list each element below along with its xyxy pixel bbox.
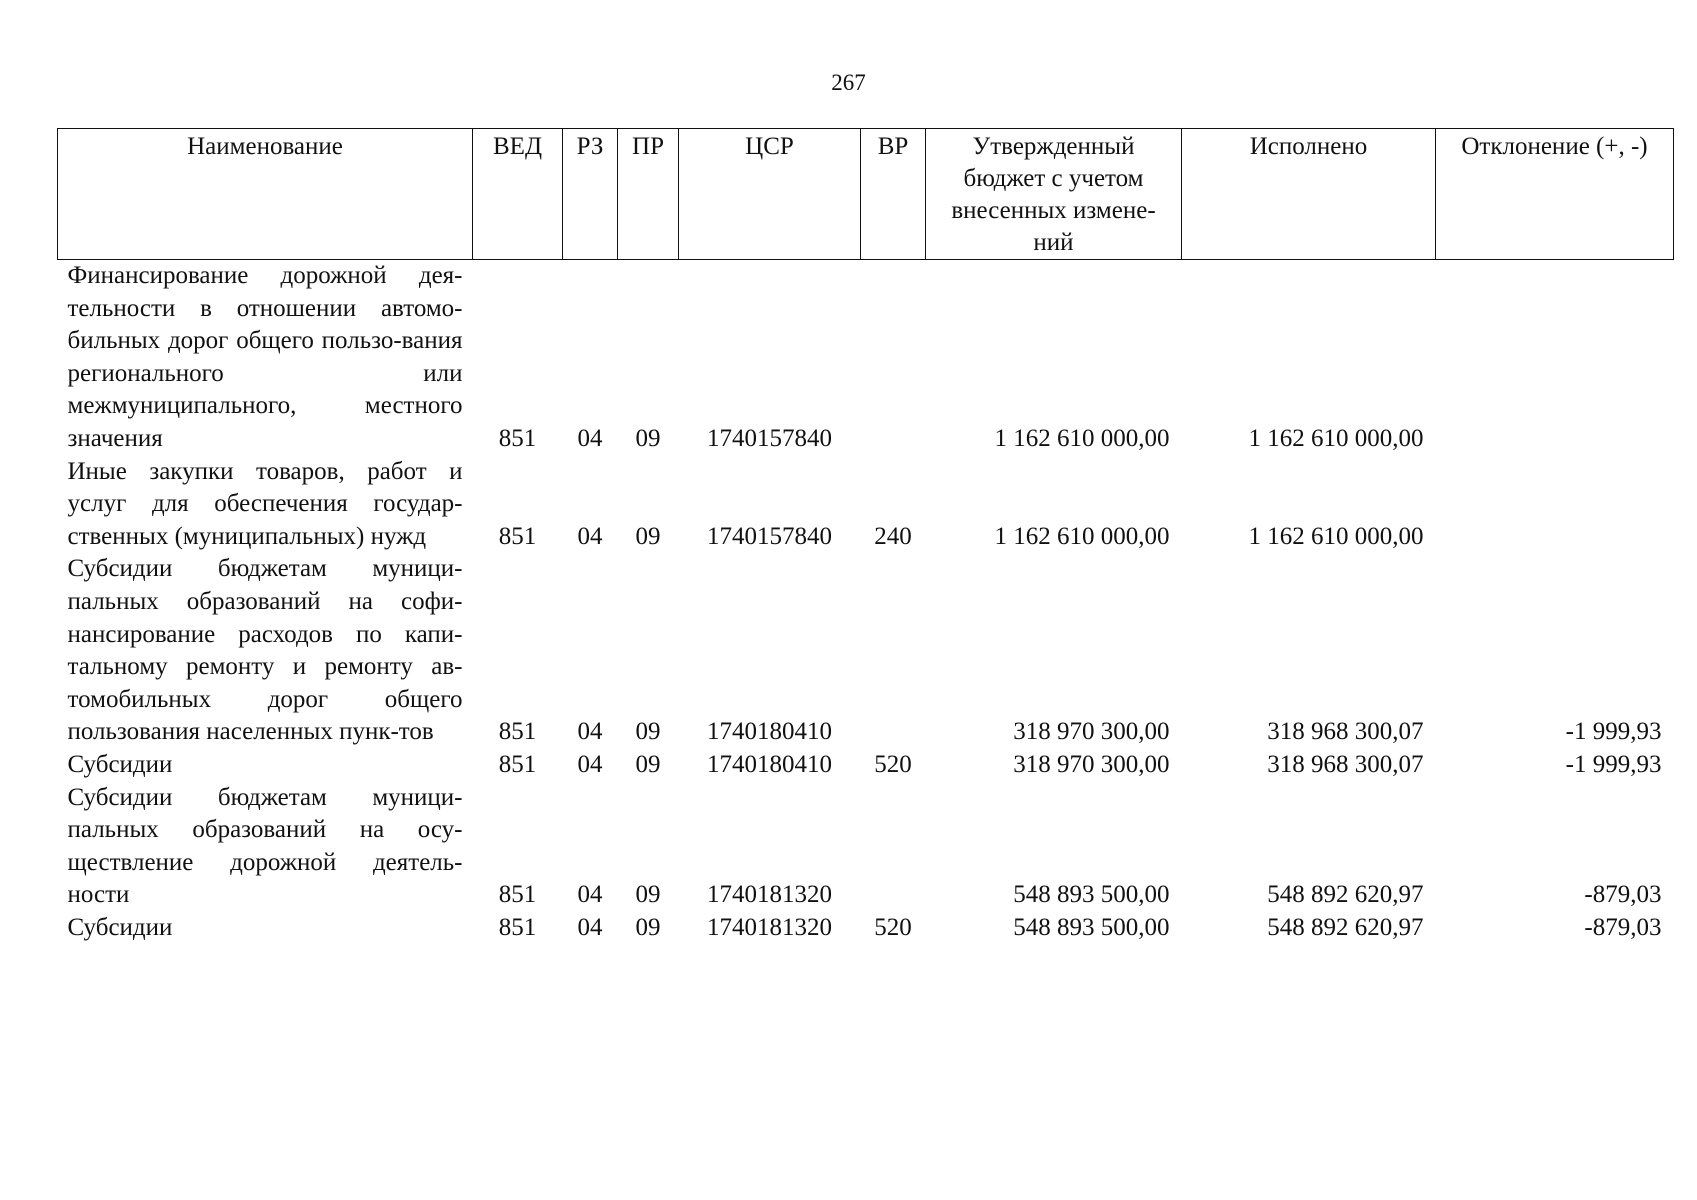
row-rz: 04 (577, 750, 603, 778)
row-name: Иные закупки товаров, работ и услуг для обеспечения государ-ственных (муниципальных) нужд (67, 457, 463, 550)
row-name: Субсидии бюджетам муници-пальных образований на софи-нансирование расходов по капи-тальному ремонту и ремонту ав-томобильных дорог общего пользования населенных пунк-тов (67, 555, 463, 746)
row-csr: 1740181320 (707, 881, 832, 909)
row-executed: 548 892 620,97 (1267, 913, 1424, 941)
row-csr: 1740180410 (707, 750, 832, 778)
table-row (58, 260, 1674, 456)
row-rz: 04 (577, 913, 603, 941)
table-row (58, 749, 1674, 782)
row-deviation: -879,03 (1584, 913, 1662, 941)
row-rz: 04 (577, 522, 603, 550)
row-ved: 851 (498, 750, 537, 778)
row-rz: 04 (577, 424, 603, 452)
row-name: Финансирование дорожной дея-тельности в отношении автомо-бильных дорог общего пользо-вания регионального или межмуниципального, местного значения (67, 262, 463, 452)
row-executed: 1 162 610 000,00 (1248, 424, 1424, 452)
header-executed: Исполнено (1182, 129, 1436, 260)
row-pr: 09 (635, 750, 661, 778)
row-ved: 851 (498, 881, 537, 909)
header-row (58, 129, 1674, 260)
row-executed: 1 162 610 000,00 (1248, 522, 1424, 550)
row-approved: 548 893 500,00 (1013, 881, 1170, 909)
row-rz: 04 (577, 881, 603, 909)
row-csr: 1740157840 (707, 522, 832, 550)
header-ved: ВЕД (473, 129, 563, 260)
row-rz: 04 (577, 718, 603, 746)
header-csr: ЦСР (679, 129, 861, 260)
row-csr: 1740180410 (707, 718, 832, 746)
row-pr: 09 (635, 881, 661, 909)
row-vr (861, 553, 926, 749)
row-approved: 318 970 300,00 (1013, 718, 1170, 746)
row-csr: 1740181320 (707, 913, 832, 941)
table-body (58, 260, 1674, 945)
row-pr: 09 (635, 913, 661, 941)
row-ved: 851 (498, 718, 537, 746)
row-vr: 520 (874, 913, 912, 941)
row-name: Субсидии (67, 913, 173, 941)
row-ved: 851 (498, 424, 537, 452)
header-deviation: Отклонение (+, -) (1436, 129, 1674, 260)
row-name: Субсидии (67, 750, 173, 778)
row-executed: 548 892 620,97 (1267, 881, 1424, 909)
row-csr: 1740157840 (707, 424, 832, 452)
table-row (58, 782, 1674, 912)
row-vr: 520 (874, 750, 912, 778)
row-ved: 851 (498, 522, 537, 550)
row-deviation: -1 999,93 (1565, 718, 1662, 746)
row-approved: 1 162 610 000,00 (994, 522, 1170, 550)
header-vr: ВР (861, 129, 926, 260)
table-header (58, 129, 1674, 260)
row-approved: 1 162 610 000,00 (994, 424, 1170, 452)
row-approved: 318 970 300,00 (1013, 750, 1170, 778)
budget-execution-table (57, 128, 1674, 944)
row-approved: 548 893 500,00 (1013, 913, 1170, 941)
row-executed: 318 968 300,07 (1267, 750, 1424, 778)
row-deviation (1436, 456, 1674, 554)
row-name: Субсидии бюджетам муници-пальных образований на осу-ществление дорожной деятель-ности (67, 783, 463, 909)
table-row (58, 456, 1674, 554)
row-ved: 851 (498, 913, 537, 941)
header-pr: ПР (618, 129, 679, 260)
header-name: Наименование (58, 129, 473, 260)
row-deviation: -1 999,93 (1565, 750, 1662, 778)
table-row (58, 553, 1674, 749)
row-vr (861, 260, 926, 456)
row-deviation: -879,03 (1584, 881, 1662, 909)
header-rz: РЗ (563, 129, 618, 260)
row-pr: 09 (635, 718, 661, 746)
row-pr: 09 (635, 424, 661, 452)
row-vr: 240 (874, 522, 912, 550)
row-executed: 318 968 300,07 (1267, 718, 1424, 746)
row-pr: 09 (635, 522, 661, 550)
header-approved: Утвержденный бюджет с учетом внесенных измене-ний (926, 129, 1182, 260)
row-vr (861, 782, 926, 912)
page-number: 267 (831, 70, 866, 95)
table-row (58, 912, 1674, 945)
row-deviation (1436, 260, 1674, 456)
